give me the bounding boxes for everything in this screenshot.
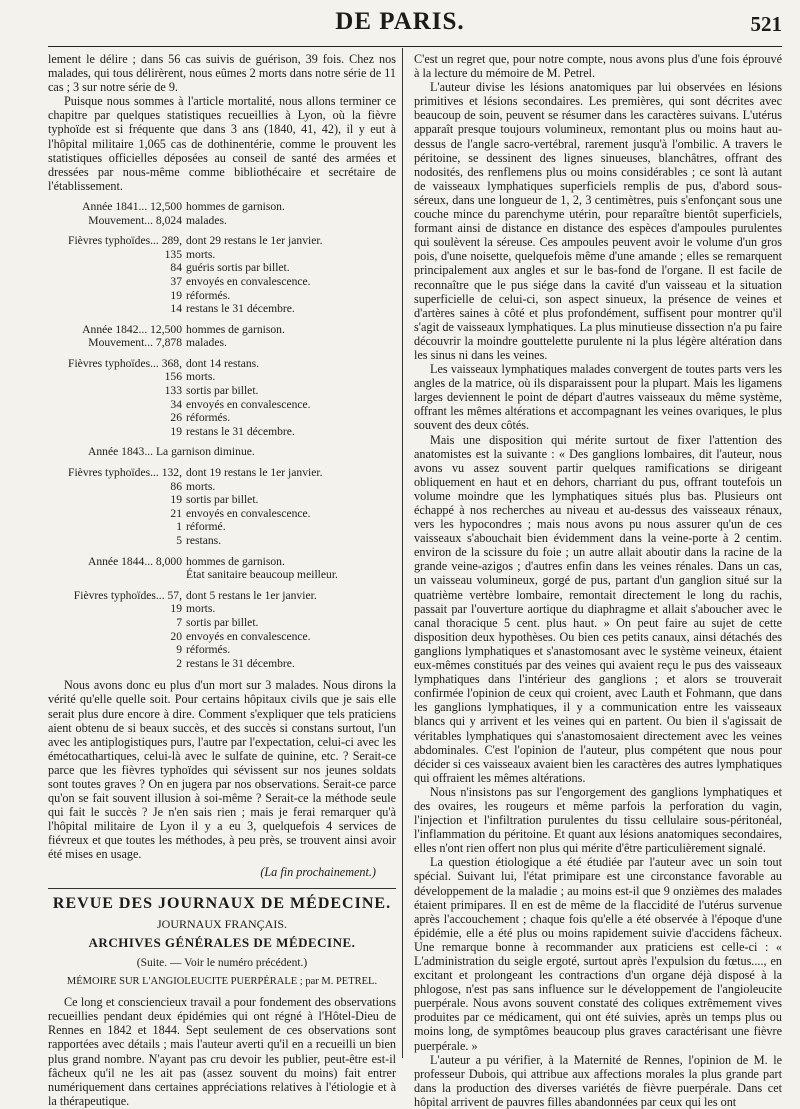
stat-row (48, 200, 396, 214)
stat-row (48, 261, 396, 275)
stat-label: Fièvres typhoïdes... 368, (68, 356, 182, 370)
paragraph: Ce long et consciencieux travail a pour fondement des observations recueillies pendant deux épidémies qui ont régné à l'Hôtel-Dieu de Rennes en 1842 et 1844. Sept seulement de ces observations sont rapportées avec détails ; mais l'auteur averti qu'il en a recueilli un bien plus grand nombre. N'ayant pas cru devoir les publier, peut-être est-il fâcheux qu'il ne les ait pas (assez souvent du moins) fait entrer numériquement dans certaines appréciations relatives à l'étiologie et à la thérapeutique. (48, 995, 396, 1108)
paragraph: Mais une disposition qui mérite surtout de fixer l'attention des anatomistes est la suivante : « Des ganglions lombaires, dit l'auteur, nous avons vu assez souvent partir quelques ramifications se dirigeant obliquement en haut et en dehors, charriant du pus, offrant toutefois un volume moindre que les lymphatiques situés plus bas. Plusieurs ont échappé à nos recherches au niveau et au-dessus des vaisseaux rénaux, vers les hypocondres ; mais nous avons pu nous assurer qu'un de ces vaisseaux s'abouchait bien évidemment dans la veine-porte à 2 centim. environ de la scissure du foie ; un autre allait aboutir dans la racine de la grande veine-azigos ; d'autres enfin dans les veines rénales. Dans un cas, un vaisseau volumineux, gorgé de pus, partant d'un ganglion situé sur la quatrième vertèbre lombaire, remontait directement le long du rachis, passait par l'ouverture aortique du diaphragme et allait s'aboucher avec le canal thoracique 5 cent. plus haut. » On peut faire au sujet de cette disposition deux hypothèses. Ou bien ces petits canaux, ainsi détachés des ganglions lymphatiques et s'anastomosant avec le système veineux, étaient eux-mêmes constitués par des veines qui avaient reçu le pus des vaisseaux lymphatiques dans l'intérieur des ganglions ; et alors se trouverait confirmée l'opinion de ceux qui croient, avec Lauth et Fohmann, que dans les ganglions lymphatiques, il y a communication entre les vaisseaux blancs qui y arrivent et les veines qui en partent. Ou bien il s'agissait de véritables lymphatiques qui s'anastomosaient directement avec les veines abdominales. C'est l'opinion de l'auteur, plus compétent que nous pour décider si ces vaisseaux avaient bien les caractères des autres lymphatiques qui offraient les mêmes altérations. (414, 432, 782, 785)
stat-line: Année 1843... La garnison diminue. (88, 445, 255, 459)
stat-value: hommes de garnison. (186, 554, 285, 568)
stat-label: 9 (176, 643, 182, 657)
stat-row (48, 555, 396, 569)
stat-block (48, 234, 396, 316)
paragraph: Les vaisseaux lymphatiques malades convergent de toutes parts vers les angles de la matrice, où ils disparaissent pour la plupart. Mais les ligamens larges deviennent le point de départ d'autres vaisseaux du même système, offrant les mêmes altérations et accompagnant les veines ovariques, le plus souvent des deux côtés. (414, 362, 782, 433)
stat-label: 84 (170, 261, 182, 275)
stat-label: Mouvement... 7,878 (88, 336, 182, 350)
statistics-table (48, 200, 396, 670)
stat-value: hommes de garnison. (186, 322, 285, 336)
stat-label: 37 (170, 274, 182, 288)
stat-row (48, 411, 396, 425)
stat-row (48, 336, 396, 350)
continuation-note: (La fin prochainement.) (260, 864, 376, 879)
stat-value: dont 5 restans le 1er janvier. (186, 588, 317, 602)
stat-label: Mouvement... 8,024 (88, 213, 182, 227)
stat-row (48, 568, 396, 582)
header-rule (48, 46, 782, 47)
stat-row (48, 520, 396, 534)
paragraph: lement le délire ; dans 56 cas suivis de guérison, 39 fois. Chez nos malades, qui tous délirèrent, nous eûmes 2 morts dans notre série de 11 cas ; 3 sur notre série de 9. (48, 52, 396, 95)
column-divider (402, 48, 403, 1058)
stat-row (48, 289, 396, 303)
stat-label: 19 (170, 288, 182, 302)
stat-row (48, 643, 396, 657)
stat-value: réformés. (186, 643, 231, 657)
stat-value: envoyés en convalescence. (186, 397, 311, 411)
stat-value: morts. (186, 370, 216, 384)
stat-label: Année 1841... 12,500 (82, 199, 182, 213)
paragraph: Nous n'insistons pas sur l'engorgement des ganglions lymphatiques et des ovaires, les rougeurs et même parfois la perforation du vagin, l'injection et l'infiltration purulentes du tissu cellulaire sous-péritonéal, l'inflammation du péritoine. Et quant aux lésions anatomiques secondaires, elles n'ont rien offert non plus qui mérite d'être particulièrement signalé. (414, 784, 782, 856)
stat-label: 20 (170, 629, 182, 643)
stat-row (48, 234, 396, 248)
stat-value: réformé. (186, 520, 226, 534)
stat-label: 34 (170, 397, 182, 411)
stat-row (48, 657, 396, 671)
stat-row (48, 630, 396, 644)
stat-label: 86 (170, 479, 182, 493)
stat-value: État sanitaire beaucoup meilleur. (186, 568, 338, 582)
stat-row (48, 384, 396, 398)
running-header-title: DE PARIS. (335, 8, 465, 35)
stat-label: Année 1842... 12,500 (82, 322, 182, 336)
stat-value: restans. (186, 534, 222, 547)
stat-label: 26 (170, 411, 182, 425)
right-column (414, 52, 782, 1109)
stat-block (48, 466, 396, 548)
stat-block (48, 357, 396, 439)
paragraph: L'auteur a pu vérifier, à la Maternité de Rennes, l'opinion de M. le professeur Dubois, qui attribue aux affections morales la plus grande part dans la production des diverses variétés de fièvre puerpérale. Dans cet hôpital arrivent de pauvres filles abandonnées par ceux qui les ont (414, 1052, 782, 1109)
stat-block (48, 555, 396, 582)
stat-label: 21 (170, 506, 182, 520)
stat-value: sortis par billet. (186, 615, 259, 629)
stat-label: 1 (176, 520, 182, 534)
stat-row (48, 589, 396, 603)
stat-value: envoyés en convalescence. (186, 506, 311, 520)
stat-label: 156 (164, 370, 182, 384)
stat-row (48, 534, 396, 548)
stat-row (48, 248, 396, 262)
stat-row (48, 357, 396, 371)
stat-row (48, 425, 396, 439)
stat-row (48, 507, 396, 521)
stat-value: réformés. (186, 411, 231, 425)
stat-value: morts. (186, 247, 216, 261)
stat-row (48, 302, 396, 316)
stat-value: malades. (186, 336, 227, 350)
stat-row (48, 493, 396, 507)
stat-value: dont 29 restans le 1er janvier. (186, 234, 323, 248)
stat-label (48, 568, 186, 582)
paragraph: L'auteur divise les lésions anatomiques par lui observées en lésions primitives et lésions secondaires. Les premières, qui sont décrites avec beaucoup de soin, peuvent se résumer dans les caractères suivans. L'utérus apparaît presque toujours volumineux, remontant plus ou moins haut au-dessus de l'angle sacro-vertébral, rarement jusqu'à l'ombilic. A travers le péritoine, se dessinent des lignes sinueuses, blanchâtres, offrant des nodosités, des renflemens plus ou moins considérables ; ce sont là autant de vaisseaux lymphatiques superficiels remplis de pus, d'abord sous-séreux, dans une longueur de 1, 2, 3 centimètres, puis s'enfonçant sous une couche mince du parenchyme utérin, pour reparaître bientôt superficiels, formant ainsi de distance en distance des espèces d'ampoules purulentes qui soulèvent la séreuse. Ces ampoules peuvent avoir le volume d'un gros pois, d'une noisette, quelquefois même d'une amande ; elles se remarquent principalement aux angles et sur le bas-fond de l'organe. Il est facile de reconnaître que le pus siége dans la cavité d'un vaisseau et la situation superficielle de celui-ci, son aspect sinueux, la présence de veines et d'artères saines à côté et plus profondément, suffisent pour montrer qu'il s'agit de vaisseaux lymphatiques. La plus minutieuse dissection n'a pu faire découvrir la moindre gouttelette purulente ni la plus légère altération dans les sinus ni dans les veines. (414, 80, 782, 362)
stat-row (48, 214, 396, 228)
stat-row (48, 466, 396, 480)
stat-value: dont 19 restans le 1er janvier. (186, 466, 323, 480)
section-rule (48, 888, 396, 889)
stat-label: Fièvres typhoïdes... 57, (73, 588, 182, 602)
paragraph: Nous avons donc eu plus d'un mort sur 3 malades. Nous dirons la vérité qu'elle quelle soit. Pour certains hôpitaux civils que je sais elle serait plus dure encore à dire. Comment s'expliquer que tels praticiens aient obtenu de si beaux succès, et des succès si constans surtout, l'un avec les antiplogistiques purs, l'autre par l'expectation, celui-ci avec les émétocathartiques, celui-là avec le sulfate de quinine, etc. ? Serait-ce parce que les fièvres typhoïdes qui sévissent sur nos jeunes soldats sont toutes graves ? On en jugera par nos observations. Serait-ce parce qu'on se fait souvent illusion à soi-même ? Serait-ce la méthode seule qui fait le succès ? Je n'en sais rien ; mais je ferai remarquer qu'à l'hôpital militaire de Lyon il y a eu 3, quelquefois 4 services de fiévreux et que toutes les méthodes, à peu près, se trouvent ainsi avoir été mises en usage. (48, 678, 396, 862)
stat-block (48, 323, 396, 350)
stat-value: sortis par billet. (186, 493, 259, 507)
page-number: 521 (750, 12, 782, 36)
stat-label: 19 (170, 424, 182, 438)
stat-value: hommes de garnison. (186, 199, 285, 213)
section-subtitle: JOURNAUX FRANÇAIS. (156, 916, 288, 931)
left-column (48, 52, 396, 1108)
stat-row (48, 616, 396, 630)
stat-row (48, 275, 396, 289)
stat-row (48, 602, 396, 616)
stat-value: réformés. (186, 288, 231, 302)
stat-label: 19 (170, 602, 182, 616)
stat-row (48, 480, 396, 494)
stat-value: sortis par billet. (186, 384, 259, 398)
suite-note: (Suite. — Voir le numéro précédent.) (136, 956, 308, 969)
stat-row (48, 323, 396, 337)
paragraph: La question étiologique a été étudiée par l'auteur avec un soin tout spécial. Suivant lui, l'état primipare est une circonstance favorable au développement de la maladie ; au moins est-il que 9 onzièmes des malades étaient primipares. Il en est de même de la flaccidité de l'utérus survenue après l'accouchement ; chaque fois qu'elle a été observée à l'époque d'une épidémie, elle a été plus ou moins rapidement suivie d'accidens fâcheux. Une remarque bonne à recommander aux praticiens est celle-ci : « L'administration du seigle ergoté, surtout après l'expulsion du fœtus...., en excitant et prolongeant les contractions d'un organe déjà disposé à la phlogose, n'est pas sans influence sur le développement de l'angioleucite puerpérale. Nous avons souvent constaté des coliques extrêmement vives produites par ce médicament, qui ont été suivies, après un temps plus ou moins long, de symptômes beaucoup plus graves caractérisant une fièvre puerpérale. » (414, 855, 782, 1053)
article-title: MÉMOIRE SUR L'ANGIOLEUCITE PUERPÉRALE ; par M. PETREL. (66, 976, 378, 988)
section-title: REVUE DES JOURNAUX DE MÉDECINE. (52, 894, 392, 912)
paragraph: Puisque nous sommes à l'article mortalité, nous allons terminer ce chapitre par quelques statistiques recueillies à Lyon, où la fièvre typhoïde est si fréquente que dans 3 ans (1840, 41, 42), il y eut à l'hôpital militaire 1,065 cas de dothinentérie, comme le prouvent les statistiques officielles déposées au conseil de santé des armées et dressées par nous-même comme bibliothécaire et secrétaire de l'établissement. (48, 94, 396, 193)
stat-label: 7 (176, 615, 182, 629)
stat-label: Fièvres typhoïdes... 289, (68, 234, 182, 248)
stat-block (48, 200, 396, 227)
stat-value: restans le 31 décembre. (186, 302, 295, 316)
stat-label: Année 1844... 8,000 (87, 554, 182, 568)
stat-value: restans le 31 décembre. (186, 656, 295, 670)
stat-row (48, 370, 396, 384)
paragraph: C'est un regret que, pour notre compte, nous avons plus d'une fois éprouvé à la lecture du mémoire de M. Petrel. (414, 52, 782, 81)
stat-value: envoyés en convalescence. (186, 274, 311, 288)
stat-value: morts. (186, 479, 216, 493)
stat-label: 19 (170, 493, 182, 507)
stat-value: malades. (186, 213, 227, 227)
stat-label: Fièvres typhoïdes... 132, (68, 466, 182, 480)
stat-value: morts. (186, 602, 216, 616)
stat-label: 14 (170, 302, 182, 316)
stat-value: dont 14 restans. (186, 356, 260, 370)
stat-value: guéris sortis par billet. (186, 261, 290, 275)
stat-label: 2 (176, 656, 182, 670)
stat-row (48, 398, 396, 412)
journal-title: ARCHIVES GÉNÉRALES DE MÉDECINE. (88, 934, 356, 950)
stat-value: restans le 31 décembre. (186, 424, 295, 438)
stat-value: envoyés en convalescence. (186, 629, 311, 643)
stat-label: 5 (176, 534, 182, 547)
stat-block (48, 589, 396, 671)
stat-label: 135 (164, 247, 182, 261)
stat-label: 133 (164, 384, 182, 398)
